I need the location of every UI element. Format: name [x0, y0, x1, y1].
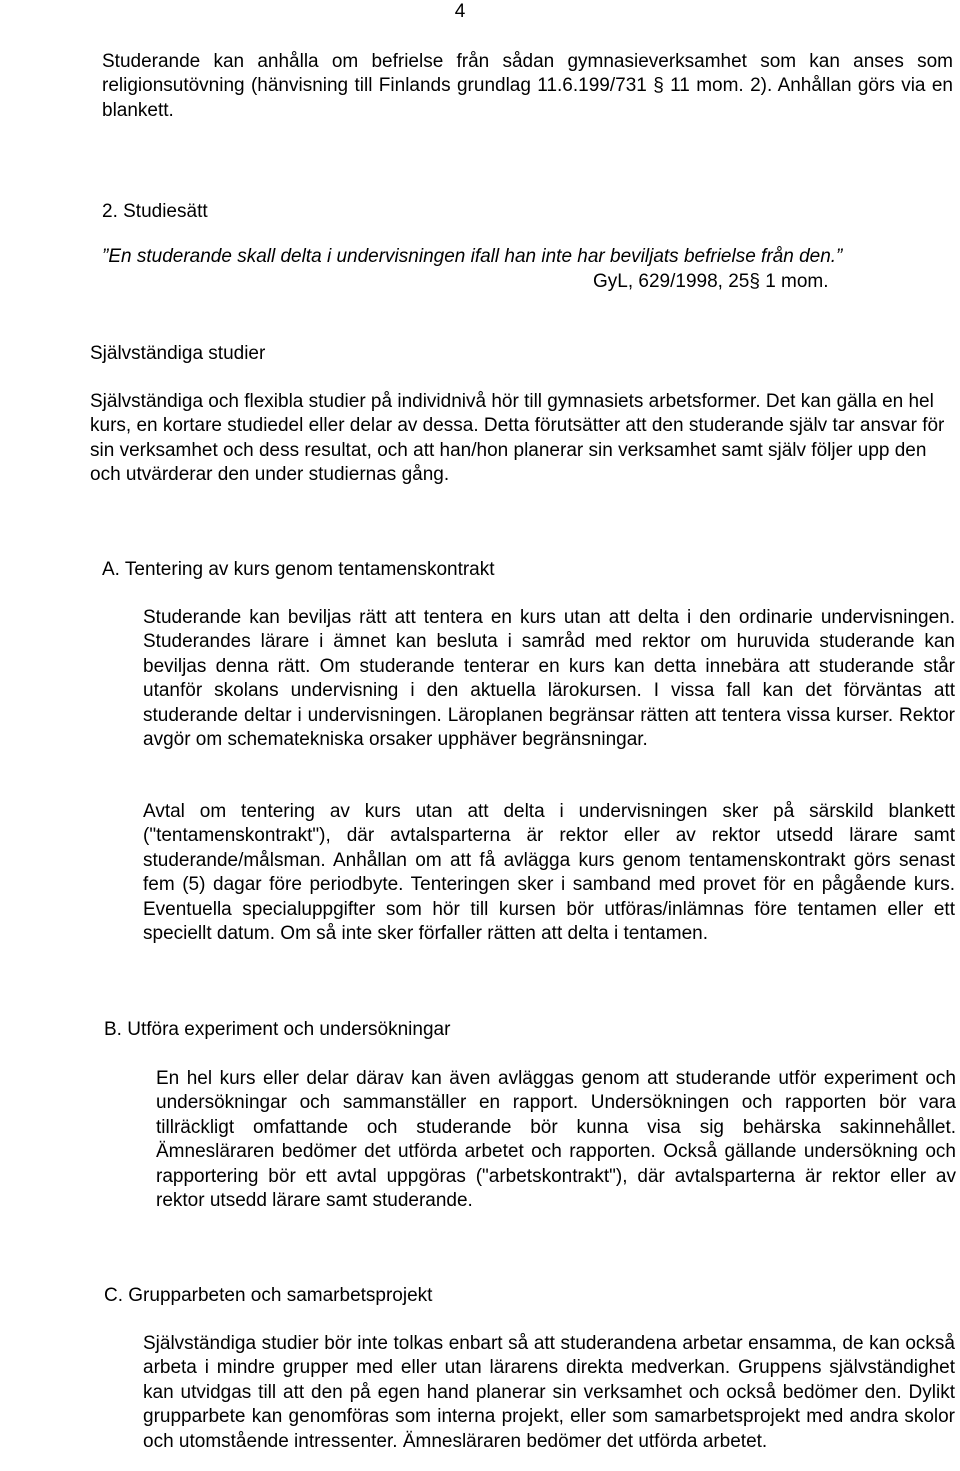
section-a-heading: A. Tentering av kurs genom tentamenskontrakt: [102, 559, 495, 580]
page-number: 4: [454, 1, 466, 22]
section-c-heading: C. Grupparbeten och samarbetsprojekt: [104, 1285, 433, 1306]
law-quote: ”En studerande skall delta i undervisningen ifall han inte har beviljats befrielse från den.”: [102, 246, 843, 267]
section-a-paragraph-1: Studerande kan beviljas rätt att tentera en kurs utan att delta i den ordinarie undervisningen. Studerandes lärare i ämnet kan besluta i samråd med rektor om huruvida studerande kan beviljas denna rätt. Om studerande tenterar en kurs kan detta innebära att studerande står utanför skolans undervisning i den aktuella lärokursen. I vissa fall kan det förväntas att studerande deltar i undervisningen. Läroplanen begränsar rätten att tentera vissa kurser. Rektor avgör om schematekniska orsaker upphäver begränsningar.: [143, 607, 955, 751]
section-b-heading: B. Utföra experiment och undersökningar: [104, 1019, 451, 1040]
independent-studies-heading: Självständiga studier: [90, 343, 266, 364]
section-a-paragraph-2: Avtal om tentering av kurs utan att delta i undervisningen sker på särskild blankett ("tentamenskontrakt"), där avtalsparterna är rektor eller av rektor utsedd lärare samt studerande/målsman. Anhållan om att få avlägga kurs genom tentamenskontrakt görs senast fem (5) dagar före periodbyte. Tenteringen sker i samband med provet för en pågående kurs. Eventuella specialuppgifter som hör till kursen bör utföras/inlämnas före tentamen eller ett speciellt datum. Om så inte sker förfaller rätten att delta i tentamen.: [143, 801, 955, 945]
section-b-paragraph: En hel kurs eller delar därav kan även avläggas genom att studerande utför experiment och undersökningar och sammanställer en rapport. Undersökningen och rapporten bör vara tillräckligt omfattande och studerande bör kunna visa sig behärska sakinnehållet. Ämnesläraren bedömer det utförda arbetet och rapporten. Också gällande undersökning och rapportering bör ett avtal uppgöras ("arbetskontrakt"), där avtalsparterna är rektor eller av rektor utsedd lärare samt studerande.: [156, 1068, 956, 1212]
section-2-heading: 2. Studiesätt: [102, 201, 208, 222]
intro-paragraph: Studerande kan anhålla om befrielse från sådan gymnasieverksamhet som kan anses som religionsutövning (hänvisning till Finlands grundlag 11.6.199/731 § 11 mom. 2). Anhållan görs via en blankett.: [102, 51, 953, 121]
independent-studies-paragraph: Självständiga och flexibla studier på individnivå hör till gymnasiets arbetsformer. Det kan gälla en hel kurs, en kortare studiedel eller delar av dessa. Detta förutsätter att den studerande själv tar ansvar för sin verksamhet och dess resultat, och att han/hon planerar sin verksamhet samt själv följer upp den och utvärderar den under studiernas gång.: [90, 391, 945, 486]
law-citation: GyL, 629/1998, 25§ 1 mom.: [593, 271, 829, 292]
section-c-paragraph: Självständiga studier bör inte tolkas enbart så att studerandena arbetar ensamma, de kan också arbeta i mindre grupper med eller utan lärarens direkta medverkan. Gruppens självständighet kan utvidgas till att den på egen hand planerar sin verksamhet och också bedömer den. Dylikt grupparbete kan genomföras som interna projekt, eller som samarbetsprojekt med andra skolor och utomstående intressenter. Ämnesläraren bedömer det utförda arbetet.: [143, 1333, 955, 1452]
